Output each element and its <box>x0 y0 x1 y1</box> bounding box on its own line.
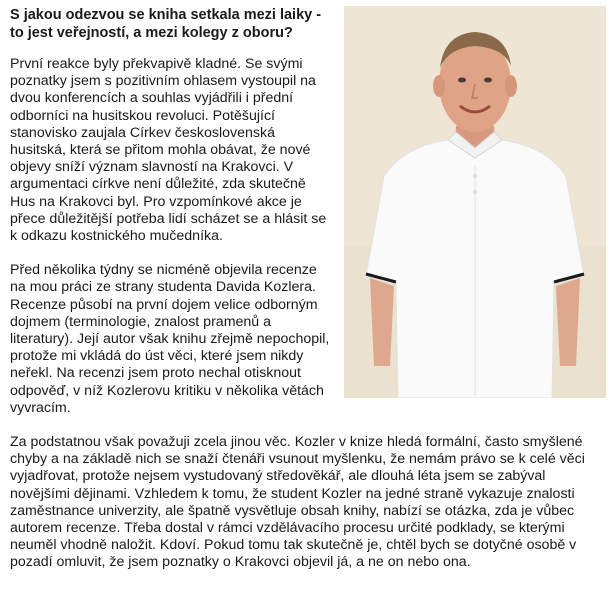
author-photo-image <box>344 6 606 398</box>
interview-question: S jakou odezvou se kniha setkala mezi laiky - to jest veřejností, a mezi kolegy z oboru? <box>10 7 322 41</box>
answer-paragraph: Před několika týdny se nicméně objevila recenze na mou práci ze strany studenta Davida Kozlera. Recenze působí na první dojem velice odborným dojmem (terminologie, znalost pramenů a literatury). Její autor však knihu zřejmě nepochopil, protože mi vkládá do úst věci, které jsem nikdy neřekl. Na recenzi jsem proto nechal otisknout odpověď, v níž Kozlerovu kritiku v několika větách vyvracím. <box>10 262 330 416</box>
author-photo <box>344 6 606 398</box>
answer-paragraph: Za podstatnou však považuji zcela jinou věc. Kozler v knize hledá formální, často smyšlené chyby a na základě nich se snaží čtenáři vsunout myšlenku, že nemám právo se k celé věci vyjadřovat, protože nejsem vystudovaný středověkář, ale dlouhá léta jsem se zabýval novějšími dějinami. Vzhledem k tomu, že student Kozler na jedné straně vykazuje znalosti zaměstnance univerzity, ale špatně vysvětluje obsah knihy, nabízí se otázka, zda je vůbec autorem recenze. Třeba dostal v rámci vzdělávacího procesu určité podklady, se kterými neuměl vhodně naložit. Kdoví. Pokud tomu tak skutečně je, chtěl bych se dotyčné osobě v pozadí omluvit, že jsem poznatky o Krakovci objevil já, a ne on nebo ona. <box>10 434 585 571</box>
article <box>10 6 606 572</box>
answer-paragraph: První reakce byly překvapivě kladné. Se svými poznatky jsem s pozitivním ohlasem vystoupil na dvou konferencích a souhlas vyjádřili i přední odborníci na husitskou revoluci. Potěšující stanovisko zaujala Církev československá husitská, která se přitom mohla obávat, že nové objevy sníží význam slavností na Krakovci. V argumentaci církve není důležité, zda skutečně Hus na Krakovci byl. Pro vzpomínkové akce je přece důležitější potřeba lidí scházet se a hlásit se k odkazu kostnického mučedníka. <box>10 56 327 245</box>
